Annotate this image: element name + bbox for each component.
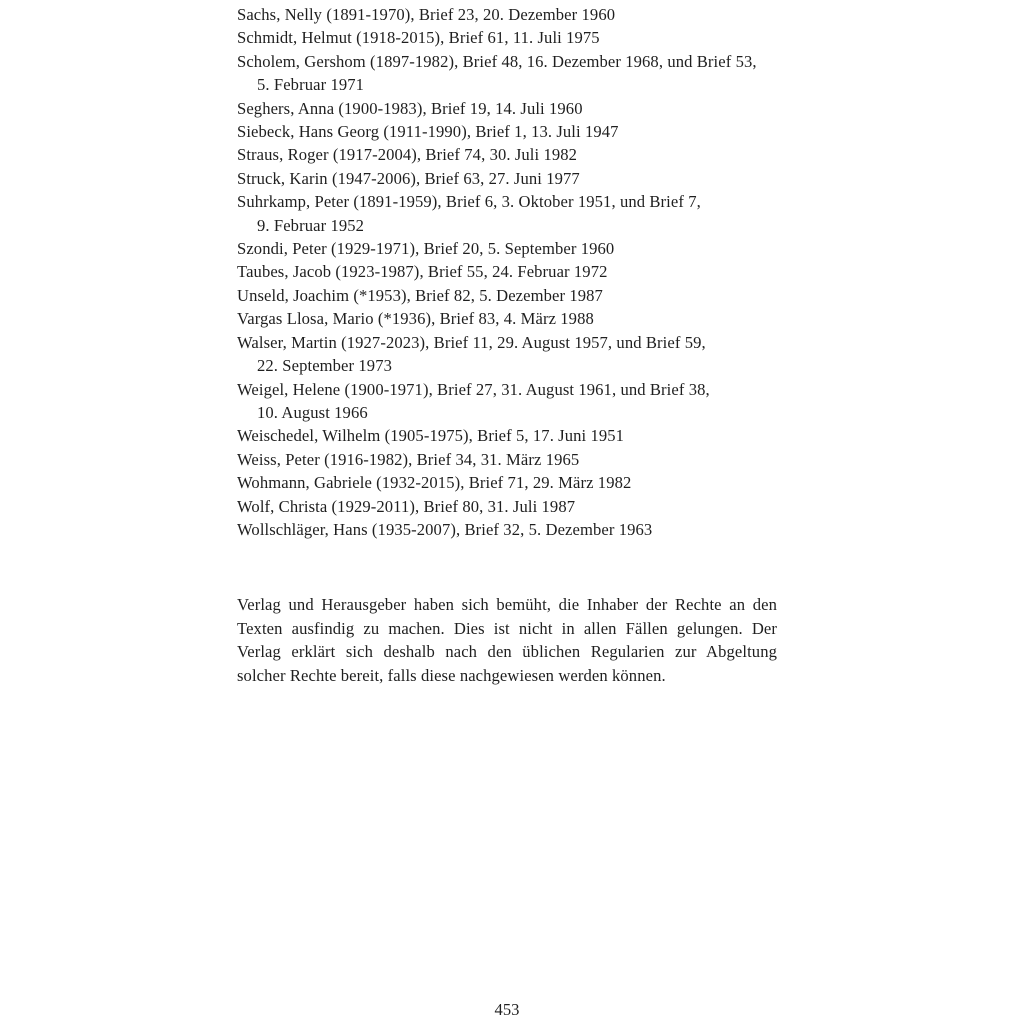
index-entry (237, 495, 777, 518)
rights-notice (237, 593, 777, 687)
index-entry-line: Seghers, Anna (1900-1983), Brief 19, 14. Juli 1960 (237, 98, 583, 118)
index-entry-line: Weiss, Peter (1916-1982), Brief 34, 31. März 1965 (237, 449, 580, 469)
index-entry-line: Suhrkamp, Peter (1891-1959), Brief 6, 3. Oktober 1951, und Brief 7, (237, 192, 701, 212)
index-entry (237, 448, 777, 471)
rights-notice-line: Texten ausfindig zu machen. Dies ist nicht in allen Fällen gelungen. Der (237, 618, 777, 638)
index-entry-line: Scholem, Gershom (1897-1982), Brief 48, 16. Dezember 1968, und Brief 53, (237, 51, 757, 71)
correspondents-index (237, 3, 777, 541)
index-entry (237, 167, 777, 190)
index-entry-line: Sachs, Nelly (1891-1970), Brief 23, 20. Dezember 1960 (237, 5, 616, 24)
index-entry-line: Unseld, Joachim (*1953), Brief 82, 5. Dezember 1987 (237, 285, 603, 305)
index-entry-continuation-line: 10. August 1966 (257, 402, 368, 422)
rights-notice-line: solcher Rechte bereit, falls diese nachgewiesen werden können. (237, 665, 666, 685)
index-entry-line: Siebeck, Hans Georg (1911-1990), Brief 1, 13. Juli 1947 (237, 122, 619, 142)
index-entry (237, 50, 777, 97)
index-entry (237, 331, 777, 378)
index-entry-continuation-line: 9. Februar 1952 (257, 215, 365, 235)
index-entry (237, 237, 777, 260)
text-block (237, 3, 777, 687)
index-entry (237, 26, 777, 49)
index-entry (237, 471, 777, 494)
index-entry-line: Vargas Llosa, Mario (*1936), Brief 83, 4. März 1988 (237, 309, 594, 329)
index-entry-continuation-line: 22. September 1973 (257, 356, 392, 376)
index-entry (237, 3, 777, 26)
index-entry (237, 143, 777, 166)
index-entry-line: Straus, Roger (1917-2004), Brief 74, 30. Juli 1982 (237, 145, 578, 165)
rights-notice-line: Verlag und Herausgeber haben sich bemüht, die Inhaber der Rechte an den (237, 595, 777, 615)
index-entry-line: Szondi, Peter (1929-1971), Brief 20, 5. September 1960 (237, 239, 615, 259)
rights-notice-line: Verlag erklärt sich deshalb nach den üblichen Regularien zur Abgeltung (237, 642, 777, 662)
index-entry (237, 97, 777, 120)
index-entry-line: Schmidt, Helmut (1918-2015), Brief 61, 11. Juli 1975 (237, 28, 600, 48)
index-entry-line: Taubes, Jacob (1923-1987), Brief 55, 24. Februar 1972 (237, 262, 608, 282)
index-entry-line: Struck, Karin (1947-2006), Brief 63, 27. Juni 1977 (237, 168, 580, 188)
page-number: 453 (494, 1000, 520, 1019)
index-entry-line: Wolf, Christa (1929-2011), Brief 80, 31. Juli 1987 (237, 496, 576, 516)
index-entry-line: Weigel, Helene (1900-1971), Brief 27, 31. August 1961, und Brief 38, (237, 379, 710, 399)
index-entry (237, 120, 777, 143)
index-entry-line: Walser, Martin (1927-2023), Brief 11, 29. August 1957, und Brief 59, (237, 332, 706, 352)
index-entry (237, 190, 777, 237)
index-entry-line: Wollschläger, Hans (1935-2007), Brief 32, 5. Dezember 1963 (237, 519, 653, 539)
index-entry (237, 260, 777, 283)
index-entry (237, 378, 777, 425)
index-entry (237, 424, 777, 447)
index-entry (237, 307, 777, 330)
index-entry-line: Weischedel, Wilhelm (1905-1975), Brief 5, 17. Juni 1951 (237, 426, 625, 446)
index-entry-line: Wohmann, Gabriele (1932-2015), Brief 71, 29. März 1982 (237, 473, 632, 493)
index-entry (237, 284, 777, 307)
index-entry (237, 518, 777, 541)
index-entry-continuation-line: 5. Februar 1971 (257, 75, 365, 95)
